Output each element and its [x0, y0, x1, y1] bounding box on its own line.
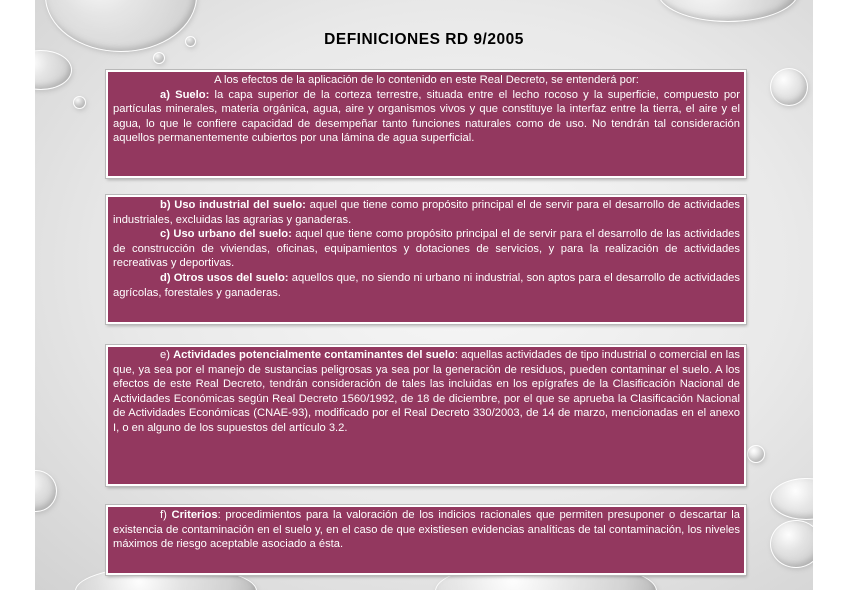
definition-uso-urbano	[113, 227, 740, 271]
term-uso-urbano: c) Uso urbano del suelo:	[160, 228, 292, 241]
slide-title: DEFINICIONES RD 9/2005	[324, 31, 524, 48]
definition-uso-urbano-text: aquel que tiene como propósito principal el de servir para el desarrollo de las actividades de construcción de viviendas, oficinas, equipamientos y dotaciones de servicios, y para la realización de actividades recreativas y deportivas.	[113, 228, 740, 270]
water-droplet-decoration	[35, 470, 57, 512]
definition-actividades-contaminantes-text: : aquellas actividades de tipo industrial o comercial en las que, ya sea por el manejo de sustancias peligrosas ya sea por la generación de residuos, pueden contaminar el suelo. A los efectos de este Real Decreto, tendrán consideración de tales las incluidas en los epígrafes de la Clasificación Nacional de Actividades Económicas según Real Decreto 1560/1992, de 18 de diciembre, por el que se aprueba la Clasificación Nacional de Actividades Económicas (CNAE-93), modificado por el Real Decreto 330/2003, de 14 de marzo, mencionadas en el anexo I, o en alguno de los supuestos del artículo 3.2.	[113, 349, 740, 434]
item-prefix-f: f)	[160, 509, 172, 521]
term-suelo: a) Suelo:	[160, 88, 210, 101]
water-droplet-decoration	[770, 478, 813, 520]
term-uso-industrial: b) Uso industrial del suelo:	[160, 199, 306, 211]
water-droplet-decoration	[657, 0, 799, 22]
water-droplet-decoration	[153, 52, 165, 64]
definition-box-actividades	[106, 345, 746, 486]
water-droplet-decoration	[770, 520, 813, 568]
definition-box-criterios	[106, 505, 746, 575]
definition-otros-usos-text: aquellos que, no siendo ni urbano ni industrial, son aptos para el desarrollo de actividades agrícolas, forestales y ganaderas.	[113, 271, 740, 299]
term-criterios: Criterios	[171, 509, 218, 521]
term-actividades-contaminantes: Actividades potencialmente contaminantes del suelo	[173, 349, 455, 361]
slide	[35, 0, 813, 590]
definition-criterios	[113, 508, 740, 552]
definition-suelo	[113, 88, 740, 146]
definition-box-usos	[106, 195, 746, 324]
definition-suelo-text: la capa superior de la corteza terrestre, situada entre el lecho rocoso y la superficie, compuesto por partículas minerales, materia orgánica, agua, aire y organismos vivos y que constituye la interfaz entre la tierra, el aire y el agua, lo que le confiere capacidad de desempeñar tanto funciones naturales como de uso. No tendrán tal consideración aquellos permanentemente cubiertos por una lámina de agua superficial.	[113, 88, 740, 145]
definition-uso-industrial	[113, 198, 740, 227]
definition-box-suelo	[106, 70, 746, 178]
definition-actividades-contaminantes	[113, 348, 740, 436]
intro-text: A los efectos de la aplicación de lo contenido en este Real Decreto, se entenderá por:	[214, 74, 639, 86]
item-prefix-e: e)	[160, 349, 174, 361]
water-droplet-decoration	[747, 445, 765, 463]
water-droplet-decoration	[73, 96, 86, 109]
term-otros-usos: d) Otros usos del suelo:	[160, 271, 289, 284]
water-droplet-decoration	[35, 50, 72, 90]
definition-otros-usos	[113, 271, 740, 300]
definition-uso-industrial-text: aquel que tiene como propósito principal el de servir para el desarrollo de actividades industriales, excluidas las agrarias y ganaderas.	[113, 199, 740, 226]
definition-criterios-text: : procedimientos para la valoración de los indicios racionales que permiten presuponer o descartar la existencia de contaminación en el suelo y, en el caso de que existiesen evidencias analíticas de tal contaminación, los niveles máximos de riesgo aceptable asociado a ésta.	[113, 509, 740, 551]
water-droplet-decoration	[770, 68, 808, 106]
